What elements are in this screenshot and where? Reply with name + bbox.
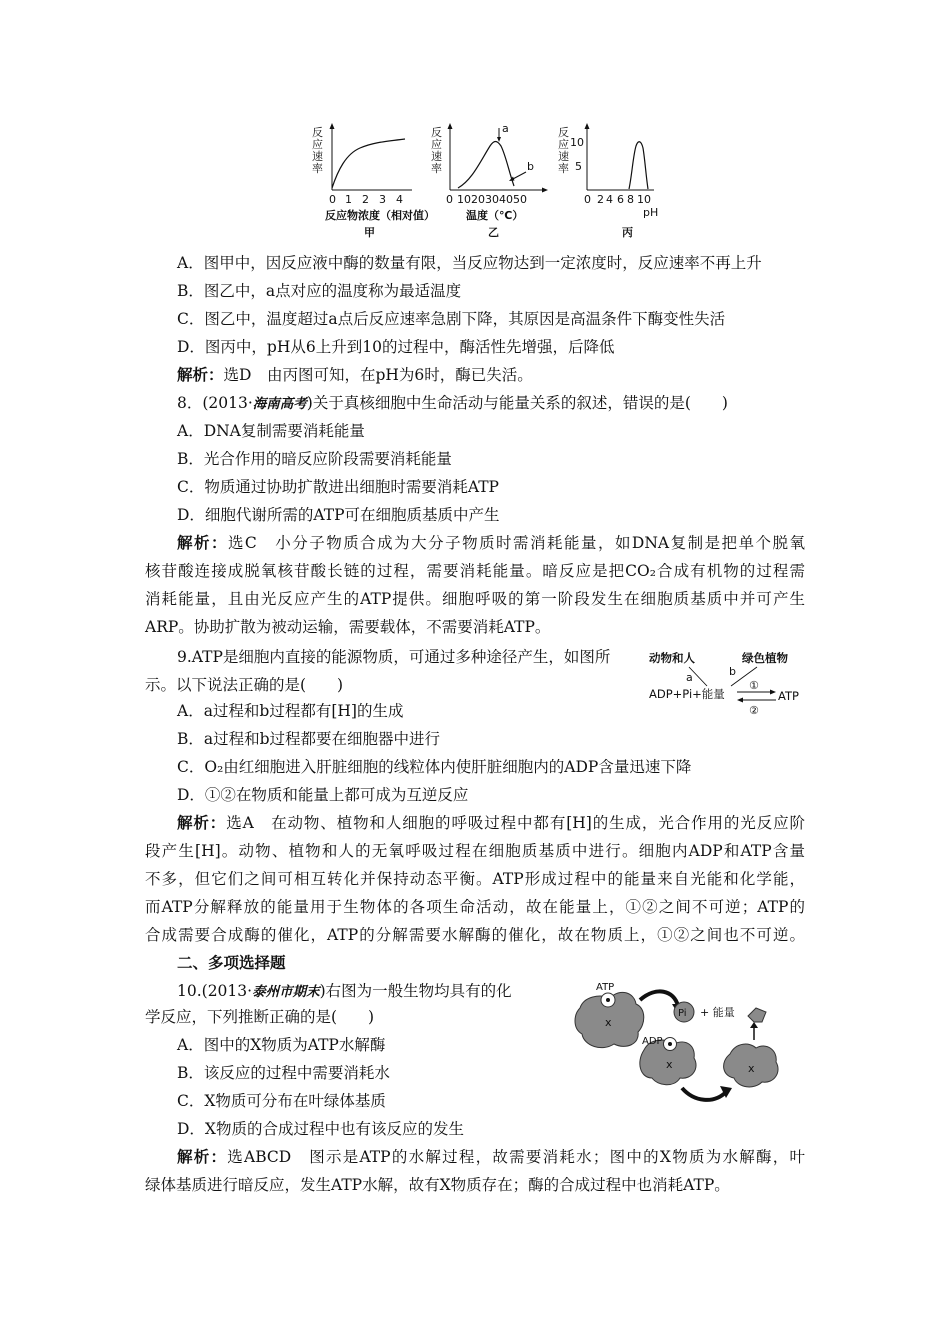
- chart-c-ylabel-2: 应: [558, 138, 569, 151]
- q10-diagram-x2: x: [666, 1058, 673, 1071]
- q9-diagram-right: ATP: [778, 689, 799, 703]
- q10-diagram-adp: ADP: [642, 1036, 663, 1047]
- chart-a: [312, 123, 435, 239]
- chart-a-xlabel: 反应物浓度（相对值）: [325, 209, 435, 222]
- q9-analysis-line-3: 不多，但它们之间可相互转化并保持动态平衡。ATP形成过程中的能量来自光能和化学能，: [145, 870, 805, 888]
- q10-stem-line-2: 学反应，下列推断正确的是( ): [145, 1008, 375, 1026]
- q9-stem-line-1: 9.ATP是细胞内直接的能源物质，可通过多种途径产生，如图所: [177, 648, 611, 666]
- chart-a-ylabel-2: 应: [312, 138, 323, 151]
- chart-c-xtick-10: 10: [637, 193, 651, 206]
- q8-analysis-line-3: 消耗能量，且由光反应产生的ATP提供。细胞呼吸的第一阶段发生在细胞质基质中并可产生: [145, 590, 805, 608]
- release-arrow-head: [750, 1022, 758, 1028]
- q8-stem-text: )关于真核细胞中生命活动与能量关系的叙述，错误的是( ): [306, 394, 728, 412]
- chart-c-ytick-10: 10: [570, 136, 584, 149]
- chart-b-xtick-1: 10: [457, 193, 471, 206]
- chart-b-ylabel-1: 反: [431, 126, 442, 139]
- q9-diagram-a: a: [686, 671, 693, 684]
- q10-option-d: D．X物质的合成过程中也有该反应的发生: [177, 1120, 464, 1138]
- q8-source: 海南高考: [252, 396, 307, 412]
- q8-prefix: 8．(2013·: [177, 394, 253, 412]
- q10-diagram-atp: ATP: [596, 982, 615, 993]
- q7-analysis-label: 解析：: [177, 365, 224, 384]
- q9-option-b: B．a过程和b过程都要在细胞器中进行: [177, 730, 441, 748]
- q9-option-c: C．O₂由红细胞进入肝脏细胞的线粒体内使肝脏细胞内的ADP含量迅速下降: [177, 758, 692, 776]
- chart-b-xtick-0: 0: [446, 193, 453, 206]
- q9-analysis-text-1: 选A 在动物、植物和人细胞的呼吸过程中都有[H]的生成，光合作用的光反应阶: [226, 814, 805, 832]
- chart-c-name: 丙: [622, 226, 633, 239]
- chart-b-name: 乙: [488, 226, 499, 239]
- q7-analysis-text: 选D 由丙图可知，在pH为6时，酶已失活。: [223, 366, 533, 384]
- q10-stem-line-1: [177, 980, 512, 1003]
- chart-b-xtick-4: 40: [499, 193, 513, 206]
- chart-c-ylabel-1: 反: [558, 126, 569, 139]
- chart-c-curve: [629, 142, 648, 189]
- q9-diagram-circle-2: ②: [749, 704, 759, 717]
- chart-a-ylabel-4: 率: [312, 162, 323, 175]
- q9-option-d: D．①②在物质和能量上都可成为互逆反应: [177, 786, 469, 804]
- chart-b-ylabel-3: 速: [431, 150, 442, 163]
- q7-option-a: A．图甲中，因反应液中酶的数量有限，当反应物达到一定浓度时，反应速率不再上升: [177, 254, 762, 272]
- q7-option-d: D．图丙中，pH从6上升到10的过程中，酶活性先增强，后降低: [177, 338, 615, 356]
- chart-c-xtick-4: 4: [606, 193, 613, 206]
- q10-diagram-energy: + 能量: [700, 1006, 735, 1019]
- chart-c-xlabel: pH: [643, 206, 659, 219]
- q10-analysis-line-1: [177, 1146, 805, 1168]
- q10-prefix: 10.(2013·: [177, 982, 253, 1000]
- q8-option-a: A．DNA复制需要消耗能量: [177, 422, 365, 440]
- q9-diagram-animals: 动物和人: [649, 651, 695, 665]
- chart-c-ylabel-4: 率: [558, 162, 569, 175]
- atp-molecule-dot: [606, 998, 610, 1002]
- q9-diagram-b: b: [729, 665, 736, 678]
- q7-option-c: C．图乙中，温度超过a点后反应速率急剧下降，其原因是高温条件下酶变性失活: [177, 310, 726, 328]
- reaction-arrow-2: [682, 1088, 726, 1100]
- chart-a-name: 甲: [364, 226, 375, 239]
- q9-diagram-plants: 绿色植物: [742, 651, 788, 665]
- chart-b-xtick-2: 20: [471, 193, 485, 206]
- chart-a-xtick-3: 3: [379, 193, 386, 206]
- chart-b-curve: [458, 142, 514, 189]
- q10-diagram-x1: x: [605, 1016, 612, 1029]
- q9-diagram-backward-arrow: [737, 698, 743, 703]
- q10-diagram-x3: x: [748, 1062, 755, 1075]
- chart-b-xtick-3: 30: [485, 193, 499, 206]
- chart-b-ylabel-4: 率: [431, 162, 442, 175]
- q10-option-c: C．X物质可分布在叶绿体基质: [177, 1092, 386, 1110]
- q9-analysis-line-1: [177, 812, 805, 834]
- chart-b-arrow-a-head: [497, 137, 501, 142]
- q10-option-b: B．该反应的过程中需要消耗水: [177, 1064, 390, 1082]
- q9-diagram-forward-arrow: [770, 690, 776, 695]
- chart-b: [431, 122, 548, 239]
- q8-analysis-line-2: 核苷酸连接成脱氧核苷酸长链的过程，需要消耗能量。暗反应是把CO₂合成有机物的过程需: [145, 562, 805, 580]
- q10-stem-text: )右图为一般生物均具有的化: [319, 982, 512, 1000]
- q10-option-a: A．图中的X物质为ATP水解酶: [177, 1036, 386, 1054]
- q9-diagram-left: ADP+Pi+能量: [649, 687, 725, 701]
- q10-analysis-line-2: 绿体基质进行暗反应，发生ATP水解，故有X物质存在；酶的合成过程中也消耗ATP。: [145, 1176, 730, 1194]
- q8-option-d: D．细胞代谢所需的ATP可在细胞质基质中产生: [177, 506, 500, 524]
- chart-a-xtick-0: 0: [329, 193, 336, 206]
- q8-analysis-line-1: [177, 532, 805, 554]
- q8-analysis-text-1: 选C 小分子物质合成为大分子物质时需消耗能量，如DNA复制是把单个脱氧: [227, 534, 805, 552]
- q9-diagram: [645, 648, 810, 718]
- chart-c: [558, 123, 658, 239]
- chart-c-xtick-2: 2: [597, 193, 604, 206]
- q9-analysis-line-4: 而ATP分解释放的能量用于生物体的各项生命活动，故在能量上，①②之间不可逆；ATP的: [145, 898, 805, 916]
- q10-source: 泰州市期末: [252, 984, 320, 1000]
- chart-b-x-arrow: [542, 188, 548, 193]
- chart-a-y-arrow: [330, 123, 335, 129]
- q7-figure: [300, 120, 680, 240]
- chart-b-point-b: b: [527, 160, 534, 173]
- q10-diagram: [570, 978, 810, 1118]
- chart-b-xlabel: 温度（℃）: [466, 209, 524, 222]
- q7-analysis: [177, 364, 533, 386]
- q8-analysis-label: 解析：: [177, 533, 228, 552]
- q10-analysis-label: 解析：: [177, 1147, 228, 1166]
- released-fragment-icon: [748, 1008, 766, 1022]
- q8-analysis-line-4: ARP。协助扩散为被动运输，需要载体，不需要消耗ATP。: [145, 618, 551, 636]
- chart-c-xtick-6: 6: [617, 193, 624, 206]
- chart-b-ylabel-2: 应: [431, 138, 442, 151]
- q9-option-a: A．a过程和b过程都有[H]的生成: [177, 702, 404, 720]
- q8-stem: [177, 392, 728, 415]
- chart-c-ytick-5: 5: [575, 160, 582, 173]
- q9-analysis-line-2: 段产生[H]。动物、植物和人的无氧呼吸过程在细胞质基质中进行。细胞内ADP和ATP含量: [145, 842, 805, 860]
- chart-c-xtick-8: 8: [627, 193, 634, 206]
- q8-option-c: C．物质通过协助扩散进出细胞时需要消耗ATP: [177, 478, 499, 496]
- q10-diagram-pi: Pi: [678, 1008, 687, 1019]
- chart-a-ylabel-1: 反: [312, 126, 323, 139]
- q9-analysis-line-5: 合成需要合成酶的催化，ATP的分解需要水解酶的催化，故在物质上，①②之间也不可逆。: [145, 926, 805, 944]
- chart-c-xtick-0: 0: [584, 193, 591, 206]
- q10-analysis-text-1: 选ABCD 图示是ATP的水解过程，故需要消耗水；图中的X物质为水解酶，叶: [227, 1148, 805, 1166]
- chart-a-ylabel-3: 速: [312, 150, 323, 163]
- chart-b-y-arrow: [448, 123, 453, 129]
- q8-option-b: B．光合作用的暗反应阶段需要消耗能量: [177, 450, 452, 468]
- q9-stem-line-2: 示。以下说法正确的是( ): [145, 676, 344, 694]
- chart-b-xtick-5: 50: [513, 193, 527, 206]
- q7-option-b: B．图乙中，a点对应的温度称为最适温度: [177, 282, 462, 300]
- q9-analysis-label: 解析：: [177, 813, 227, 832]
- chart-a-curve: [332, 139, 405, 188]
- reaction-arrow-1: [640, 991, 678, 1006]
- chart-a-xtick-4: 4: [396, 193, 403, 206]
- section-heading: 二、多项选择题: [177, 953, 286, 972]
- chart-c-y-arrow: [585, 123, 590, 129]
- chart-a-xtick-1: 1: [345, 193, 352, 206]
- q9-diagram-circle-1: ①: [749, 679, 759, 692]
- chart-a-xtick-2: 2: [362, 193, 369, 206]
- adp-molecule-dot: [668, 1042, 672, 1046]
- chart-c-ylabel-3: 速: [558, 150, 569, 163]
- chart-b-point-a: a: [502, 122, 509, 135]
